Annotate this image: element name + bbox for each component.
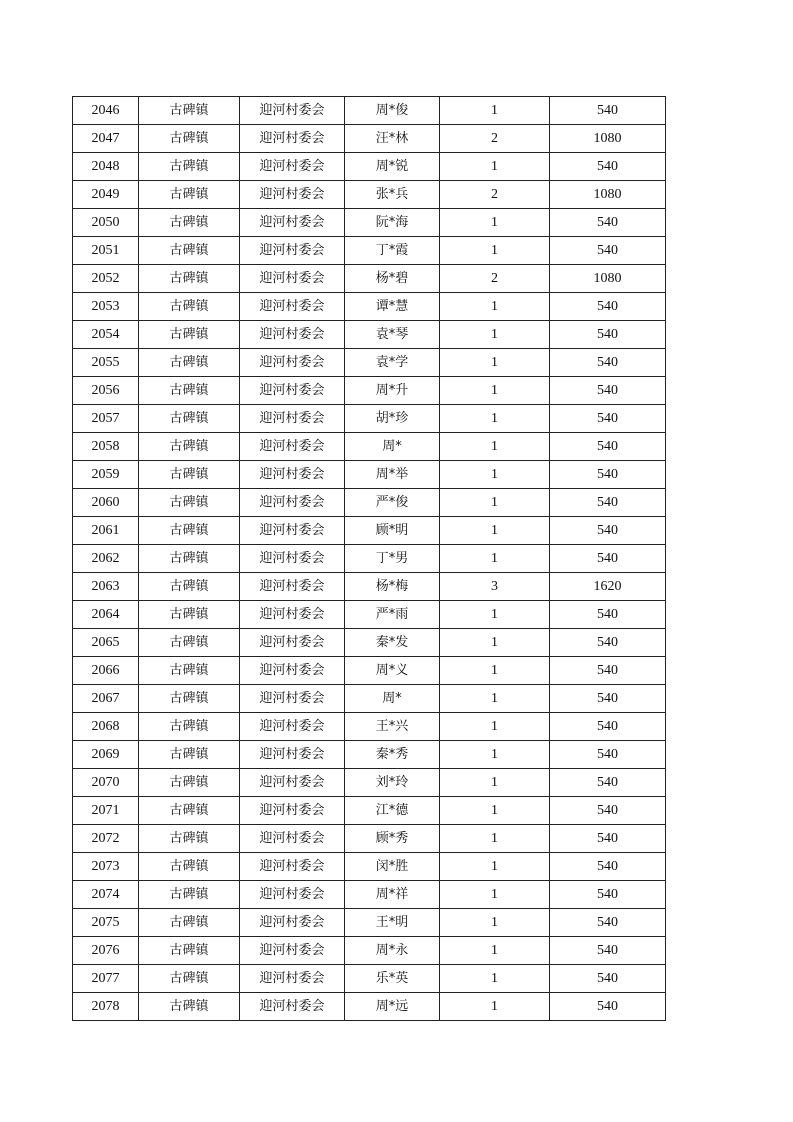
table-row <box>73 517 666 545</box>
village-committee-cell: 迎河村委会 <box>240 853 345 881</box>
person-name-cell: 王*明 <box>345 909 440 937</box>
amount-cell: 540 <box>550 461 666 489</box>
person-name-cell: 汪*林 <box>345 125 440 153</box>
town-cell: 古碑镇 <box>139 573 240 601</box>
serial-number-cell: 2055 <box>73 349 139 377</box>
household-count-cell: 1 <box>440 97 550 125</box>
serial-number-cell: 2052 <box>73 265 139 293</box>
household-count-cell: 1 <box>440 797 550 825</box>
village-committee-cell: 迎河村委会 <box>240 601 345 629</box>
person-name-cell: 丁*男 <box>345 545 440 573</box>
table-row <box>73 489 666 517</box>
serial-number-cell: 2068 <box>73 713 139 741</box>
amount-cell: 540 <box>550 825 666 853</box>
village-committee-cell: 迎河村委会 <box>240 797 345 825</box>
table-row <box>73 209 666 237</box>
household-count-cell: 1 <box>440 629 550 657</box>
household-count-cell: 1 <box>440 601 550 629</box>
town-cell: 古碑镇 <box>139 853 240 881</box>
person-name-cell: 周*义 <box>345 657 440 685</box>
town-cell: 古碑镇 <box>139 237 240 265</box>
serial-number-cell: 2074 <box>73 881 139 909</box>
town-cell: 古碑镇 <box>139 153 240 181</box>
household-count-cell: 1 <box>440 881 550 909</box>
person-name-cell: 顾*秀 <box>345 825 440 853</box>
household-count-cell: 1 <box>440 321 550 349</box>
town-cell: 古碑镇 <box>139 181 240 209</box>
village-committee-cell: 迎河村委会 <box>240 657 345 685</box>
village-committee-cell: 迎河村委会 <box>240 909 345 937</box>
household-count-cell: 1 <box>440 993 550 1021</box>
serial-number-cell: 2076 <box>73 937 139 965</box>
village-committee-cell: 迎河村委会 <box>240 993 345 1021</box>
household-count-cell: 1 <box>440 741 550 769</box>
table-row <box>73 629 666 657</box>
town-cell: 古碑镇 <box>139 405 240 433</box>
person-name-cell: 严*俊 <box>345 489 440 517</box>
household-count-cell: 2 <box>440 125 550 153</box>
serial-number-cell: 2061 <box>73 517 139 545</box>
amount-cell: 540 <box>550 769 666 797</box>
serial-number-cell: 2048 <box>73 153 139 181</box>
person-name-cell: 周*祥 <box>345 881 440 909</box>
serial-number-cell: 2049 <box>73 181 139 209</box>
town-cell: 古碑镇 <box>139 657 240 685</box>
village-committee-cell: 迎河村委会 <box>240 377 345 405</box>
serial-number-cell: 2069 <box>73 741 139 769</box>
amount-cell: 540 <box>550 237 666 265</box>
amount-cell: 540 <box>550 349 666 377</box>
town-cell: 古碑镇 <box>139 293 240 321</box>
person-name-cell: 杨*梅 <box>345 573 440 601</box>
amount-cell: 540 <box>550 153 666 181</box>
table-row <box>73 881 666 909</box>
village-committee-cell: 迎河村委会 <box>240 965 345 993</box>
village-committee-cell: 迎河村委会 <box>240 237 345 265</box>
person-name-cell: 袁*学 <box>345 349 440 377</box>
serial-number-cell: 2070 <box>73 769 139 797</box>
amount-cell: 540 <box>550 97 666 125</box>
person-name-cell: 周*永 <box>345 937 440 965</box>
town-cell: 古碑镇 <box>139 321 240 349</box>
person-name-cell: 周*远 <box>345 993 440 1021</box>
household-count-cell: 1 <box>440 433 550 461</box>
village-committee-cell: 迎河村委会 <box>240 629 345 657</box>
amount-cell: 1080 <box>550 181 666 209</box>
village-committee-cell: 迎河村委会 <box>240 825 345 853</box>
amount-cell: 1620 <box>550 573 666 601</box>
serial-number-cell: 2051 <box>73 237 139 265</box>
village-committee-cell: 迎河村委会 <box>240 489 345 517</box>
person-name-cell: 袁*琴 <box>345 321 440 349</box>
amount-cell: 540 <box>550 853 666 881</box>
amount-cell: 540 <box>550 629 666 657</box>
village-committee-cell: 迎河村委会 <box>240 153 345 181</box>
person-name-cell: 阮*海 <box>345 209 440 237</box>
amount-cell: 1080 <box>550 125 666 153</box>
amount-cell: 540 <box>550 377 666 405</box>
table-row <box>73 853 666 881</box>
amount-cell: 540 <box>550 797 666 825</box>
table-row <box>73 405 666 433</box>
village-committee-cell: 迎河村委会 <box>240 741 345 769</box>
person-name-cell: 杨*碧 <box>345 265 440 293</box>
town-cell: 古碑镇 <box>139 629 240 657</box>
town-cell: 古碑镇 <box>139 601 240 629</box>
table-row <box>73 545 666 573</box>
town-cell: 古碑镇 <box>139 433 240 461</box>
village-committee-cell: 迎河村委会 <box>240 181 345 209</box>
person-name-cell: 秦*发 <box>345 629 440 657</box>
serial-number-cell: 2060 <box>73 489 139 517</box>
table-row <box>73 181 666 209</box>
table-row <box>73 377 666 405</box>
amount-cell: 1080 <box>550 265 666 293</box>
table-row <box>73 965 666 993</box>
table-row <box>73 601 666 629</box>
village-committee-cell: 迎河村委会 <box>240 433 345 461</box>
amount-cell: 540 <box>550 433 666 461</box>
town-cell: 古碑镇 <box>139 209 240 237</box>
amount-cell: 540 <box>550 517 666 545</box>
village-committee-cell: 迎河村委会 <box>240 97 345 125</box>
household-count-cell: 1 <box>440 965 550 993</box>
household-count-cell: 1 <box>440 461 550 489</box>
table-row <box>73 741 666 769</box>
serial-number-cell: 2058 <box>73 433 139 461</box>
person-name-cell: 周*升 <box>345 377 440 405</box>
person-name-cell: 乐*英 <box>345 965 440 993</box>
table-row <box>73 349 666 377</box>
amount-cell: 540 <box>550 685 666 713</box>
table-row <box>73 797 666 825</box>
table-row <box>73 237 666 265</box>
table-row <box>73 433 666 461</box>
serial-number-cell: 2057 <box>73 405 139 433</box>
serial-number-cell: 2062 <box>73 545 139 573</box>
serial-number-cell: 2071 <box>73 797 139 825</box>
town-cell: 古碑镇 <box>139 517 240 545</box>
person-name-cell: 严*雨 <box>345 601 440 629</box>
household-count-cell: 1 <box>440 909 550 937</box>
table-row <box>73 293 666 321</box>
household-count-cell: 1 <box>440 349 550 377</box>
village-committee-cell: 迎河村委会 <box>240 769 345 797</box>
town-cell: 古碑镇 <box>139 881 240 909</box>
household-count-cell: 1 <box>440 769 550 797</box>
village-committee-cell: 迎河村委会 <box>240 573 345 601</box>
town-cell: 古碑镇 <box>139 97 240 125</box>
serial-number-cell: 2073 <box>73 853 139 881</box>
amount-cell: 540 <box>550 489 666 517</box>
serial-number-cell: 2072 <box>73 825 139 853</box>
household-count-cell: 1 <box>440 377 550 405</box>
serial-number-cell: 2067 <box>73 685 139 713</box>
serial-number-cell: 2056 <box>73 377 139 405</box>
person-name-cell: 丁*霞 <box>345 237 440 265</box>
household-count-cell: 1 <box>440 853 550 881</box>
village-committee-cell: 迎河村委会 <box>240 937 345 965</box>
serial-number-cell: 2047 <box>73 125 139 153</box>
household-count-cell: 1 <box>440 713 550 741</box>
person-name-cell: 胡*珍 <box>345 405 440 433</box>
town-cell: 古碑镇 <box>139 937 240 965</box>
person-name-cell: 周*俊 <box>345 97 440 125</box>
village-committee-cell: 迎河村委会 <box>240 321 345 349</box>
town-cell: 古碑镇 <box>139 349 240 377</box>
person-name-cell: 秦*秀 <box>345 741 440 769</box>
table-row <box>73 657 666 685</box>
town-cell: 古碑镇 <box>139 769 240 797</box>
person-name-cell: 王*兴 <box>345 713 440 741</box>
table-row <box>73 573 666 601</box>
serial-number-cell: 2059 <box>73 461 139 489</box>
village-committee-cell: 迎河村委会 <box>240 685 345 713</box>
amount-cell: 540 <box>550 293 666 321</box>
amount-cell: 540 <box>550 909 666 937</box>
village-committee-cell: 迎河村委会 <box>240 349 345 377</box>
village-committee-cell: 迎河村委会 <box>240 713 345 741</box>
town-cell: 古碑镇 <box>139 741 240 769</box>
village-committee-cell: 迎河村委会 <box>240 293 345 321</box>
household-count-cell: 1 <box>440 517 550 545</box>
table-row <box>73 769 666 797</box>
serial-number-cell: 2063 <box>73 573 139 601</box>
household-count-cell: 1 <box>440 209 550 237</box>
table-row <box>73 825 666 853</box>
person-name-cell: 周* <box>345 685 440 713</box>
household-count-cell: 1 <box>440 489 550 517</box>
amount-cell: 540 <box>550 657 666 685</box>
serial-number-cell: 2064 <box>73 601 139 629</box>
amount-cell: 540 <box>550 881 666 909</box>
amount-cell: 540 <box>550 601 666 629</box>
table-row <box>73 937 666 965</box>
table-row <box>73 461 666 489</box>
table-row <box>73 125 666 153</box>
person-name-cell: 周* <box>345 433 440 461</box>
serial-number-cell: 2046 <box>73 97 139 125</box>
town-cell: 古碑镇 <box>139 125 240 153</box>
person-name-cell: 顾*明 <box>345 517 440 545</box>
amount-cell: 540 <box>550 405 666 433</box>
serial-number-cell: 2050 <box>73 209 139 237</box>
table-row <box>73 97 666 125</box>
town-cell: 古碑镇 <box>139 265 240 293</box>
village-committee-cell: 迎河村委会 <box>240 209 345 237</box>
person-name-cell: 周*锐 <box>345 153 440 181</box>
town-cell: 古碑镇 <box>139 993 240 1021</box>
village-committee-cell: 迎河村委会 <box>240 125 345 153</box>
town-cell: 古碑镇 <box>139 825 240 853</box>
town-cell: 古碑镇 <box>139 461 240 489</box>
roster-table-body <box>73 97 666 1021</box>
town-cell: 古碑镇 <box>139 965 240 993</box>
amount-cell: 540 <box>550 993 666 1021</box>
person-name-cell: 江*德 <box>345 797 440 825</box>
household-count-cell: 1 <box>440 237 550 265</box>
village-committee-cell: 迎河村委会 <box>240 461 345 489</box>
household-count-cell: 2 <box>440 181 550 209</box>
village-committee-cell: 迎河村委会 <box>240 881 345 909</box>
town-cell: 古碑镇 <box>139 685 240 713</box>
amount-cell: 540 <box>550 545 666 573</box>
household-count-cell: 1 <box>440 657 550 685</box>
household-count-cell: 1 <box>440 545 550 573</box>
serial-number-cell: 2075 <box>73 909 139 937</box>
household-count-cell: 1 <box>440 825 550 853</box>
serial-number-cell: 2078 <box>73 993 139 1021</box>
town-cell: 古碑镇 <box>139 545 240 573</box>
household-count-cell: 1 <box>440 685 550 713</box>
household-count-cell: 1 <box>440 937 550 965</box>
town-cell: 古碑镇 <box>139 377 240 405</box>
household-count-cell: 1 <box>440 405 550 433</box>
amount-cell: 540 <box>550 713 666 741</box>
person-name-cell: 谭*慧 <box>345 293 440 321</box>
amount-cell: 540 <box>550 965 666 993</box>
serial-number-cell: 2054 <box>73 321 139 349</box>
serial-number-cell: 2065 <box>73 629 139 657</box>
serial-number-cell: 2053 <box>73 293 139 321</box>
table-row <box>73 685 666 713</box>
town-cell: 古碑镇 <box>139 489 240 517</box>
table-row <box>73 993 666 1021</box>
village-committee-cell: 迎河村委会 <box>240 517 345 545</box>
person-name-cell: 周*举 <box>345 461 440 489</box>
village-committee-cell: 迎河村委会 <box>240 545 345 573</box>
household-count-cell: 2 <box>440 265 550 293</box>
table-row <box>73 153 666 181</box>
person-name-cell: 张*兵 <box>345 181 440 209</box>
village-committee-cell: 迎河村委会 <box>240 265 345 293</box>
amount-cell: 540 <box>550 937 666 965</box>
town-cell: 古碑镇 <box>139 909 240 937</box>
household-count-cell: 1 <box>440 153 550 181</box>
village-committee-cell: 迎河村委会 <box>240 405 345 433</box>
amount-cell: 540 <box>550 741 666 769</box>
household-count-cell: 3 <box>440 573 550 601</box>
serial-number-cell: 2066 <box>73 657 139 685</box>
table-row <box>73 713 666 741</box>
serial-number-cell: 2077 <box>73 965 139 993</box>
amount-cell: 540 <box>550 209 666 237</box>
town-cell: 古碑镇 <box>139 713 240 741</box>
amount-cell: 540 <box>550 321 666 349</box>
roster-table <box>72 96 666 1021</box>
person-name-cell: 刘*玲 <box>345 769 440 797</box>
table-row <box>73 321 666 349</box>
table-row <box>73 909 666 937</box>
person-name-cell: 闵*胜 <box>345 853 440 881</box>
household-count-cell: 1 <box>440 293 550 321</box>
town-cell: 古碑镇 <box>139 797 240 825</box>
table-row <box>73 265 666 293</box>
